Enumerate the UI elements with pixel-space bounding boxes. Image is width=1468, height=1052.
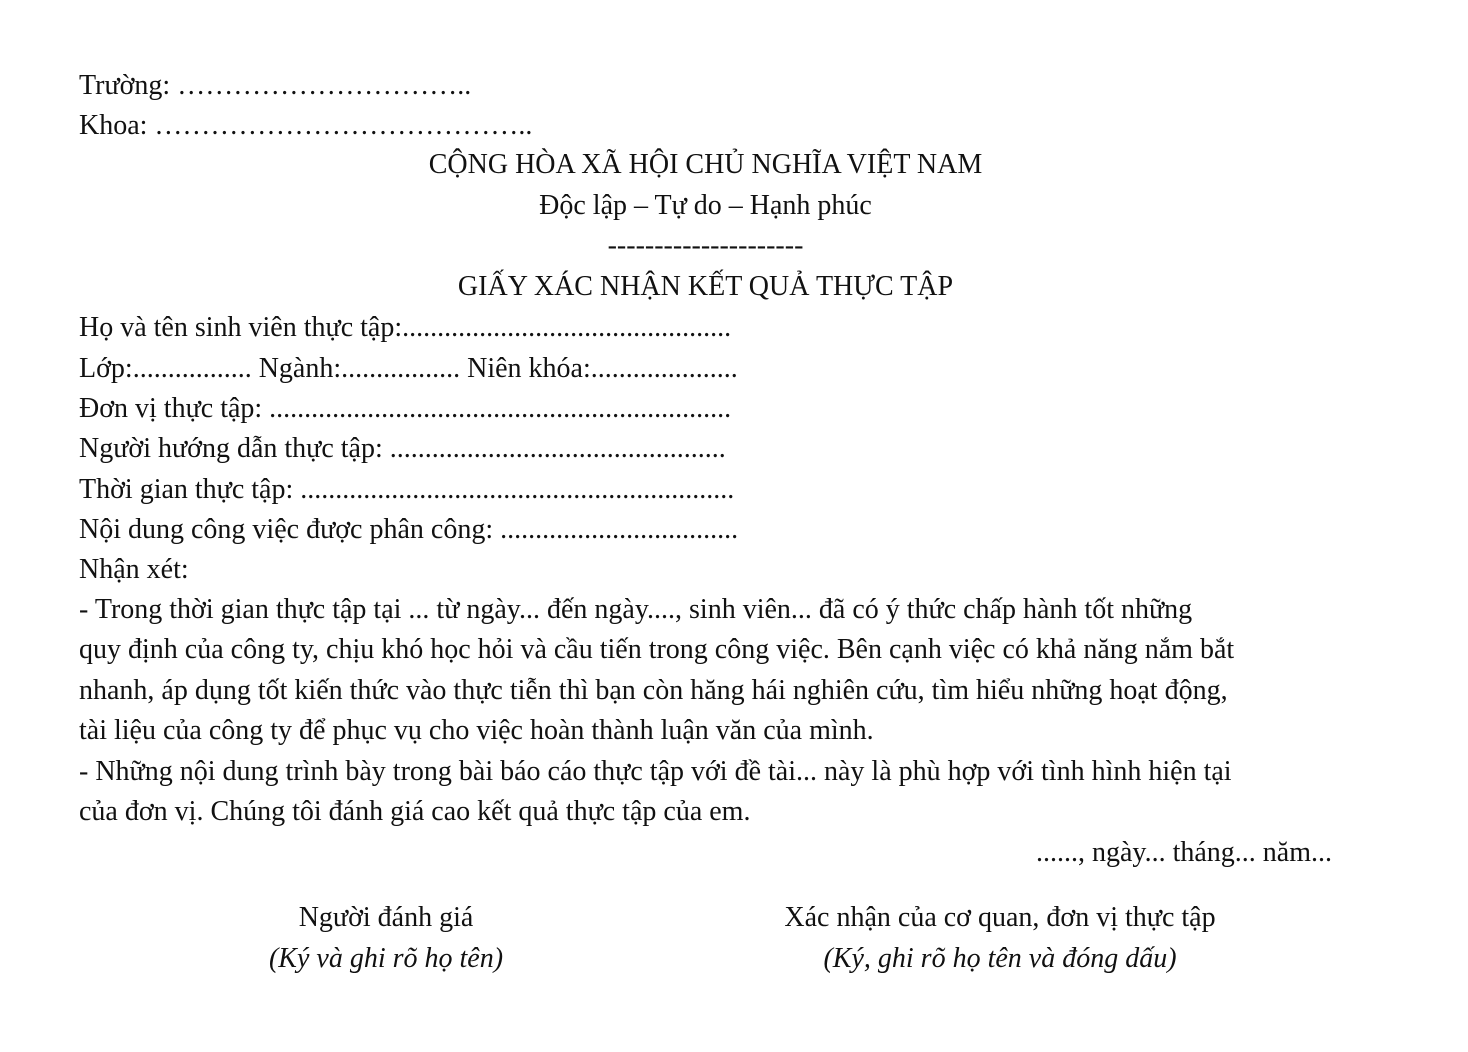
document-title: GIẤY XÁC NHẬN KẾT QUẢ THỰC TẬP bbox=[457, 271, 954, 302]
duration-field: Thời gian thực tập: .............................................................. bbox=[79, 474, 735, 505]
motto: Độc lập – Tự do – Hạnh phúc bbox=[539, 190, 872, 221]
unit-signature-note: (Ký, ghi rõ họ tên và đóng dấu) bbox=[823, 943, 1177, 974]
comment-line: nhanh, áp dụng tốt kiến thức vào thực tiễn thì bạn còn hăng hái nghiên cứu, tìm hiểu những hoạt động, bbox=[79, 675, 1228, 706]
assigned-work-field: Nội dung công việc được phân công: .................................. bbox=[79, 514, 739, 545]
school-line: Trường: ………………………….. bbox=[79, 70, 472, 101]
faculty-line: Khoa: ………………………………….. bbox=[79, 110, 533, 141]
class-major-year-field: Lớp:................. Ngành:................. Niên khóa:..................... bbox=[79, 353, 738, 384]
comment-line: - Những nội dung trình bày trong bài báo cáo thực tập với đề tài... này là phù hợp với tình hình hiện tại bbox=[79, 756, 1232, 787]
comment-line: - Trong thời gian thực tập tại ... từ ngày... đến ngày...., sinh viên... đã có ý thức chấp hành tốt những bbox=[79, 594, 1193, 625]
internship-unit-field: Đơn vị thực tập: .................................................................. bbox=[79, 393, 732, 424]
header-separator: --------------------- bbox=[607, 230, 804, 261]
supervisor-field: Người hướng dẫn thực tập: ................................................ bbox=[79, 433, 726, 464]
unit-signature-title: Xác nhận của cơ quan, đơn vị thực tập bbox=[784, 902, 1216, 933]
country-heading: CỘNG HÒA XÃ HỘI CHỦ NGHĨA VIỆT NAM bbox=[428, 149, 983, 180]
evaluator-signature-title: Người đánh giá bbox=[298, 902, 474, 933]
comment-line: tài liệu của công ty để phục vụ cho việc hoàn thành luận văn của mình. bbox=[79, 715, 874, 746]
comment-line: quy định của công ty, chịu khó học hỏi và cầu tiến trong công việc. Bên cạnh việc có khả năng nắm bắt bbox=[79, 634, 1235, 665]
date-line: ......, ngày... tháng... năm... bbox=[1035, 837, 1332, 868]
student-name-field: Họ và tên sinh viên thực tập:............................................... bbox=[79, 312, 732, 343]
evaluator-signature-note: (Ký và ghi rõ họ tên) bbox=[268, 943, 504, 974]
comments-label: Nhận xét: bbox=[79, 554, 189, 585]
comment-line: của đơn vị. Chúng tôi đánh giá cao kết quả thực tập của em. bbox=[79, 796, 751, 827]
